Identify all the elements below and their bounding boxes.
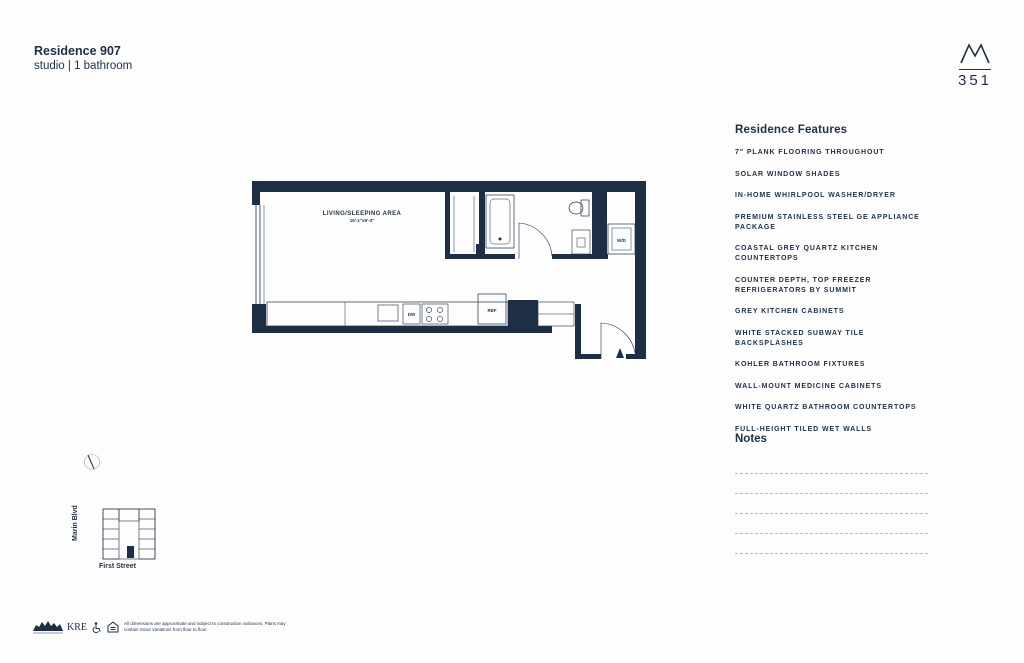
key-plan-map — [102, 508, 156, 560]
equal-housing-icon — [107, 621, 119, 633]
ref-label: REF — [487, 308, 497, 313]
feature-item: PREMIUM STAINLESS STEEL GE APPLIANCE PACKAGE — [735, 213, 920, 231]
logo-divider — [959, 69, 991, 70]
notes-heading: Notes — [735, 433, 767, 445]
toilet-icon — [569, 200, 589, 216]
cooktop-icon — [422, 304, 448, 324]
wd-label: W/D — [617, 238, 626, 243]
feature-item: COUNTER DEPTH, TOP FREEZER REFRIGERATORS BY SUMMIT — [735, 276, 872, 294]
feature-item: WHITE QUARTZ BATHROOM COUNTERTOPS — [735, 404, 917, 411]
street-label-first: First Street — [99, 563, 136, 570]
feature-item: FULL-HEIGHT TILED WET WALLS — [735, 425, 873, 433]
bathroom-vanity — [572, 230, 590, 254]
feature-item: GREY KITCHEN CABINETS — [735, 308, 845, 315]
note-line[interactable] — [735, 457, 928, 474]
note-line[interactable] — [735, 474, 928, 494]
street-label-marin: Marin Blvd — [72, 505, 79, 541]
kre-logo: KRE — [67, 622, 87, 633]
mountain-logo-icon — [959, 42, 991, 64]
note-line[interactable] — [735, 514, 928, 534]
feature-list — [735, 148, 935, 435]
compass-north-icon — [83, 453, 101, 471]
dw-label: DW — [407, 312, 416, 317]
residence-subtitle: studio | 1 bathroom — [34, 60, 133, 72]
note-line[interactable] — [735, 534, 928, 554]
feature-item: SOLAR WINDOW SHADES — [735, 170, 841, 178]
note-line[interactable] — [735, 494, 928, 514]
feature-item: 7" PLANK FLOORING THROUGHOUT — [735, 149, 885, 156]
feature-item: KOHLER BATHROOM FIXTURES — [735, 361, 866, 368]
residence-features — [735, 124, 935, 446]
kitchen-sink-icon — [378, 305, 398, 321]
disclaimer-text: All dimensions are approximate and subject to construction variances. Plans may contain minor variations from floor to floor. — [124, 621, 286, 632]
feature-item: WALL-MOUNT MEDICINE CABINETS — [735, 382, 882, 390]
feature-item: COASTAL GREY QUARTZ KITCHEN COUNTERTOPS — [735, 245, 879, 262]
logo-number: 351 — [957, 72, 993, 89]
skyline-logo-icon — [32, 618, 64, 634]
plan-walls — [252, 181, 646, 359]
features-heading: Residence Features — [735, 124, 848, 136]
residence-title: Residence 907 — [34, 44, 121, 58]
feature-item: WHITE STACKED SUBWAY TILE BACKSPLASHES — [735, 329, 865, 347]
room-name: LIVING/SLEEPING AREA — [322, 211, 402, 217]
notes-section — [735, 433, 930, 554]
room-dimensions: 16'-1"x9'-3" — [349, 218, 375, 223]
unit-location-marker — [127, 546, 134, 558]
floor-plan — [250, 178, 650, 363]
entry-arrow-icon — [616, 348, 624, 358]
brand-logo — [955, 42, 995, 89]
accessibility-icon — [92, 622, 102, 633]
feature-item: IN-HOME WHIRLPOOL WASHER/DRYER — [735, 192, 896, 199]
kitchen-counter — [267, 302, 508, 326]
